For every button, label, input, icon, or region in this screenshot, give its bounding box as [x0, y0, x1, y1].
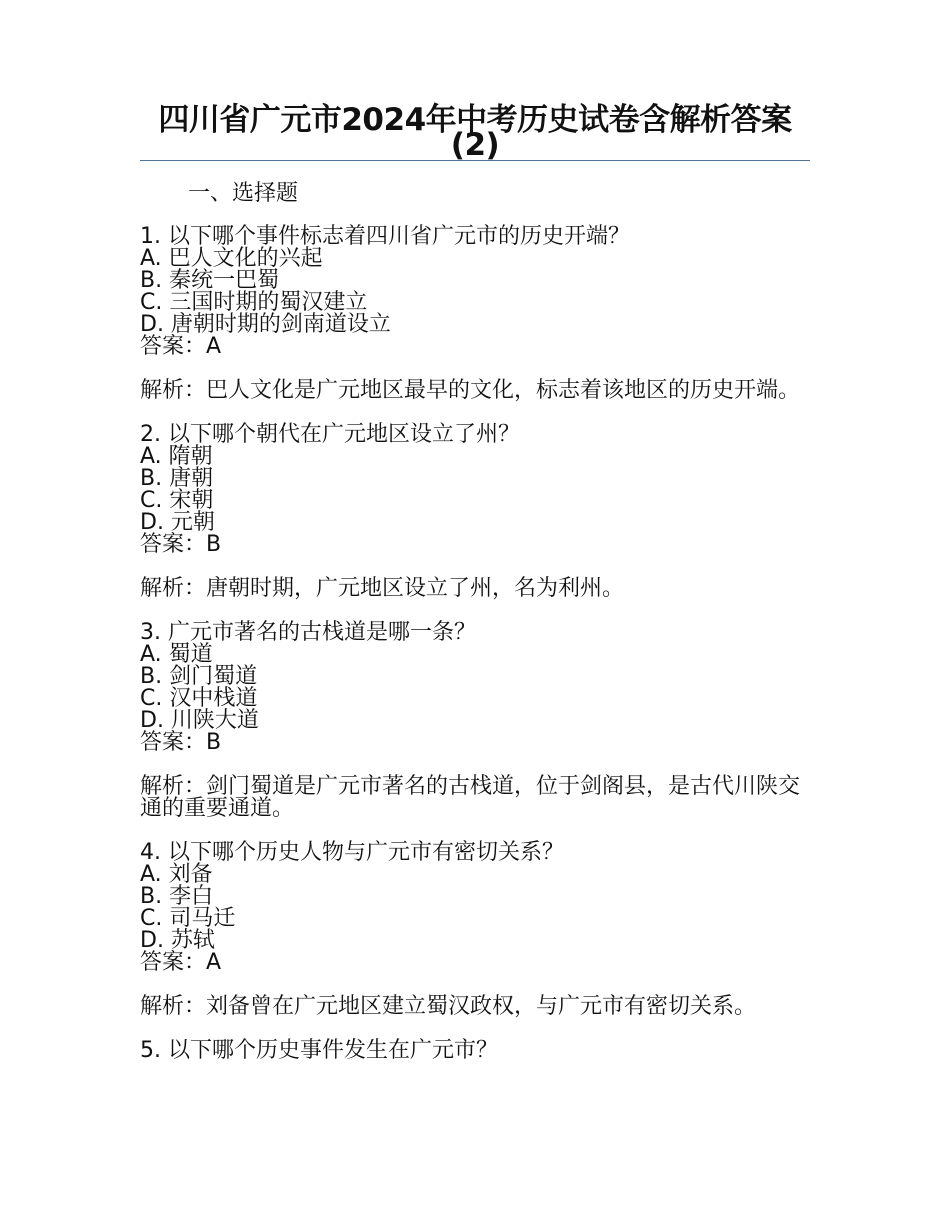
- question-item: [140, 226, 820, 424]
- question-item: [140, 424, 820, 622]
- option-c: C. 宋朝: [140, 488, 214, 513]
- question-stem: 3. 广元市著名的古栈道是哪一条？: [140, 620, 476, 645]
- question-stem: 4. 以下哪个历史人物与广元市有密切关系？: [140, 840, 564, 865]
- option-a: A. 刘备: [140, 862, 213, 887]
- question-item: [140, 842, 820, 1040]
- explanation: 解析：巴人文化是广元地区最早的文化，标志着该地区的历史开端。: [140, 378, 801, 403]
- question-stem: 1. 以下哪个事件标志着四川省广元市的历史开端？: [140, 224, 630, 249]
- option-a: A. 隋朝: [140, 444, 213, 469]
- answer-line: 答案：A: [140, 334, 222, 359]
- explanation: 解析：剑门蜀道是广元市著名的古栈道，位于剑阁县，是古代川陕交通的重要通道。: [140, 774, 801, 821]
- option-a: A. 蜀道: [140, 642, 213, 667]
- option-c: C. 司马迁: [140, 906, 236, 931]
- document-title: 四川省广元市2024年中考历史试卷含解析答案(2): [158, 102, 792, 163]
- question-stem: 2. 以下哪个朝代在广元地区设立了州？: [140, 422, 520, 447]
- option-c: C. 三国时期的蜀汉建立: [140, 290, 368, 315]
- option-d: D. 元朝: [140, 510, 215, 535]
- question-stem: 5. 以下哪个历史事件发生在广元市？: [140, 1038, 498, 1063]
- option-d: D. 唐朝时期的剑南道设立: [140, 312, 391, 337]
- question-item: [140, 1040, 820, 1062]
- option-b: B. 秦统一巴蜀: [140, 268, 280, 293]
- question-list: [140, 226, 820, 1062]
- section-heading: 一、选择题: [188, 181, 299, 206]
- explanation: 解析：刘备曾在广元地区建立蜀汉政权，与广元市有密切关系。: [140, 994, 757, 1019]
- option-b: B. 唐朝: [140, 466, 214, 491]
- answer-line: 答案：B: [140, 532, 222, 557]
- option-b: B. 剑门蜀道: [140, 664, 258, 689]
- answer-line: 答案：B: [140, 730, 222, 755]
- title-underline: [140, 160, 810, 161]
- question-item: [140, 622, 820, 842]
- option-b: B. 李白: [140, 884, 214, 909]
- option-a: A. 巴人文化的兴起: [140, 246, 323, 271]
- answer-line: 答案：A: [140, 950, 222, 975]
- option-d: D. 苏轼: [140, 928, 215, 953]
- option-c: C. 汉中栈道: [140, 686, 258, 711]
- explanation: 解析：唐朝时期，广元地区设立了州，名为利州。: [140, 576, 625, 601]
- option-d: D. 川陕大道: [140, 708, 259, 733]
